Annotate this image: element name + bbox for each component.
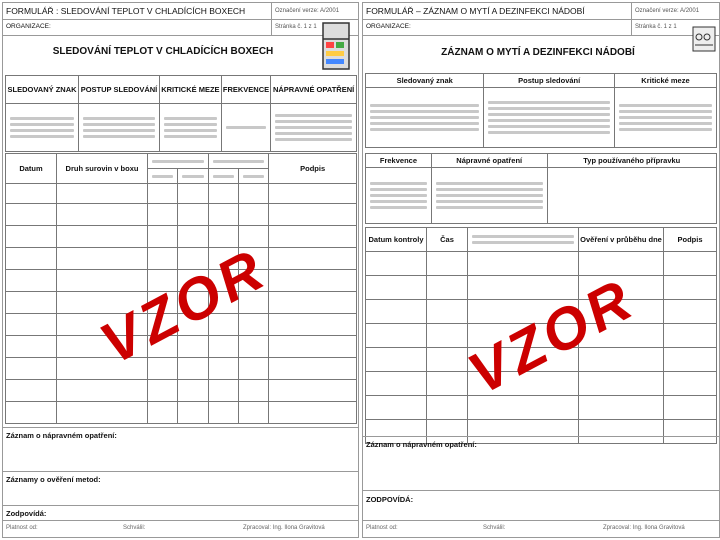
header-product-type: Typ používaného přípravku (547, 154, 716, 168)
log-cell[interactable] (269, 226, 357, 248)
log-cell[interactable] (148, 402, 178, 424)
log-cell[interactable] (269, 292, 357, 314)
blurred-subheader (148, 169, 178, 184)
log-cell[interactable] (269, 270, 357, 292)
log-cell[interactable] (664, 300, 717, 324)
log-cell[interactable] (178, 204, 208, 226)
log-cell[interactable] (427, 324, 468, 348)
log-cell[interactable] (178, 184, 208, 204)
log-cell[interactable] (579, 252, 664, 276)
organization-label: ORGANIZACE: (6, 23, 51, 30)
log-cell[interactable] (208, 184, 238, 204)
log-cell[interactable] (366, 324, 427, 348)
valid-from: Platnost od: (366, 525, 398, 531)
temperature-monitoring-form (2, 2, 359, 538)
divider (3, 427, 358, 428)
log-cell[interactable] (6, 292, 57, 314)
log-cell[interactable] (664, 252, 717, 276)
header-critical-limits: Kritické meze (614, 74, 716, 88)
log-cell[interactable] (148, 184, 178, 204)
log-cell[interactable] (427, 300, 468, 324)
log-cell[interactable] (269, 358, 357, 380)
fridge-icon (321, 21, 351, 71)
blurred-cell (271, 104, 357, 152)
log-cell[interactable] (664, 324, 717, 348)
prepared-by: Zpracoval: Ing. Ilona Gravitová (603, 525, 685, 531)
header-procedure: Postup sledování (484, 74, 614, 88)
header-critical-limits: KRITICKÉ MEZE (159, 76, 221, 104)
log-cell[interactable] (208, 358, 238, 380)
log-cell[interactable] (208, 204, 238, 226)
blurred-cell (159, 104, 221, 152)
log-cell[interactable] (366, 372, 427, 396)
log-cell[interactable] (148, 248, 178, 270)
log-cell[interactable] (208, 380, 238, 402)
spec-table-top (365, 73, 717, 148)
log-cell[interactable] (57, 226, 148, 248)
form-footer (3, 520, 358, 537)
log-cell[interactable] (366, 348, 427, 372)
log-cell[interactable] (238, 204, 268, 226)
log-cell[interactable] (148, 380, 178, 402)
version-label: Označení verze: A/2001 (635, 8, 700, 14)
divider (363, 490, 719, 491)
log-cell[interactable] (269, 402, 357, 424)
log-cell[interactable] (238, 336, 268, 358)
log-cell[interactable] (57, 204, 148, 226)
header-time: Čas (427, 228, 468, 252)
blurred-cell (366, 88, 484, 148)
form-title: FORMULÁŘ : SLEDOVÁNÍ TEPLOT V CHLADÍCÍCH BOXECH (6, 6, 246, 16)
log-cell[interactable] (427, 252, 468, 276)
log-cell[interactable] (579, 396, 664, 420)
blurred-cell (79, 104, 160, 152)
log-cell[interactable] (57, 380, 148, 402)
log-cell[interactable] (6, 226, 57, 248)
divider (3, 505, 358, 506)
log-cell[interactable] (6, 184, 57, 204)
log-cell[interactable] (208, 402, 238, 424)
header-date: Datum (6, 154, 57, 184)
log-cell[interactable] (6, 270, 57, 292)
log-cell[interactable] (57, 184, 148, 204)
log-cell[interactable] (366, 252, 427, 276)
log-cell[interactable] (269, 248, 357, 270)
divider (363, 436, 719, 437)
log-cell[interactable] (427, 372, 468, 396)
approved-by: Schválil: (483, 525, 506, 531)
log-cell[interactable] (664, 276, 717, 300)
log-cell[interactable] (6, 358, 57, 380)
log-cell[interactable] (579, 420, 664, 444)
header-divider (271, 3, 272, 35)
header-tracked-sign: Sledovaný znak (366, 74, 484, 88)
form-header (363, 3, 719, 20)
dish-washing-form (362, 2, 720, 538)
log-cell[interactable] (6, 402, 57, 424)
log-cell[interactable] (664, 396, 717, 420)
watermark-text: VZOR (458, 266, 646, 407)
log-cell[interactable] (238, 184, 268, 204)
org-row (3, 19, 358, 36)
log-cell[interactable] (208, 336, 238, 358)
blank-cell (547, 168, 716, 224)
log-cell[interactable] (6, 380, 57, 402)
organization-label: ORGANIZACE: (366, 23, 411, 30)
blurred-subheader (238, 169, 268, 184)
header-divider (631, 3, 632, 35)
log-cell[interactable] (269, 380, 357, 402)
log-cell[interactable] (366, 396, 427, 420)
corrective-action-label: Záznam o nápravném opatření: (366, 440, 477, 449)
log-cell[interactable] (178, 358, 208, 380)
log-cell[interactable] (178, 402, 208, 424)
log-cell[interactable] (6, 336, 57, 358)
log-cell[interactable] (148, 226, 178, 248)
divider (3, 471, 358, 472)
header-corrective-action: Nápravné opatření (431, 154, 547, 168)
log-cell[interactable] (238, 314, 268, 336)
header-raw-material: Druh surovin v boxu (57, 154, 148, 184)
header-signature: Podpis (664, 228, 717, 252)
log-cell[interactable] (269, 336, 357, 358)
log-cell[interactable] (57, 402, 148, 424)
blurred-subheader (208, 169, 238, 184)
header-tracked-sign: SLEDOVANÝ ZNAK (6, 76, 79, 104)
form-footer (363, 520, 719, 537)
log-cell[interactable] (238, 402, 268, 424)
page-label: Stránka č. 1 z 1 (275, 24, 317, 30)
log-cell[interactable] (468, 420, 579, 444)
header-procedure: POSTUP SLEDOVÁNÍ (79, 76, 160, 104)
blurred-cell (366, 168, 432, 224)
log-cell[interactable] (6, 204, 57, 226)
blurred-subheader (208, 154, 269, 169)
blurred-subheader (148, 154, 209, 169)
responsible-label: ZODPOVÍDÁ: (366, 495, 414, 504)
org-row (363, 19, 719, 36)
form-header (3, 3, 358, 20)
blurred-subheader (178, 169, 208, 184)
valid-from: Platnost od: (6, 525, 38, 531)
blurred-subheader (468, 228, 579, 252)
header-frequency: Frekvence (366, 154, 432, 168)
blurred-cell (614, 88, 716, 148)
responsible-label: Zodpovídá: (6, 509, 47, 518)
log-cell[interactable] (579, 372, 664, 396)
log-cell[interactable] (664, 372, 717, 396)
log-cell[interactable] (366, 300, 427, 324)
log-cell[interactable] (468, 252, 579, 276)
blurred-cell (484, 88, 614, 148)
log-cell[interactable] (427, 396, 468, 420)
log-cell[interactable] (366, 276, 427, 300)
log-cell[interactable] (664, 420, 717, 444)
log-cell[interactable] (178, 380, 208, 402)
form-title: FORMULÁŘ – ZÁZNAM O MYTÍ A DEZINFEKCI NÁDOBÍ (366, 6, 585, 16)
log-cell[interactable] (57, 248, 148, 270)
verification-label: Záznamy o ověření metod: (6, 475, 101, 484)
header-frequency: FREKVENCE (221, 76, 270, 104)
header-inspection-date: Datum kontroly (366, 228, 427, 252)
blurred-cell (6, 104, 79, 152)
watermark-text: VZOR (90, 236, 278, 377)
blurred-cell (431, 168, 547, 224)
log-cell[interactable] (6, 248, 57, 270)
log-cell[interactable] (57, 270, 148, 292)
header-daily-verification: Ověření v průběhu dne (579, 228, 664, 252)
log-cell[interactable] (148, 204, 178, 226)
corrective-action-label: Záznam o nápravném opatření: (6, 431, 117, 440)
log-cell[interactable] (427, 276, 468, 300)
log-cell[interactable] (269, 314, 357, 336)
log-cell[interactable] (178, 226, 208, 248)
document-title: ZÁZNAM O MYTÍ A DEZINFEKCI NÁDOBÍ (441, 47, 635, 58)
log-cell[interactable] (664, 348, 717, 372)
header-signature: Podpis (269, 154, 357, 184)
log-cell[interactable] (269, 184, 357, 204)
approved-by: Schválil: (123, 525, 146, 531)
document-title: SLEDOVÁNÍ TEPLOT V CHLADÍCÍCH BOXECH (52, 46, 274, 57)
log-cell[interactable] (238, 380, 268, 402)
monitoring-spec-table (5, 75, 357, 152)
spec-table-bottom (365, 153, 717, 224)
log-cell[interactable] (269, 204, 357, 226)
version-label: Označení verze: A/2001 (275, 8, 340, 14)
blurred-cell (221, 104, 270, 152)
log-cell[interactable] (6, 314, 57, 336)
header-corrective-action: NÁPRAVNÉ OPATŘENÍ (271, 76, 357, 104)
prepared-by: Zpracoval: Ing. Ilona Gravitová (243, 525, 325, 531)
log-cell[interactable] (238, 358, 268, 380)
page-label: Stránka č. 1 z 1 (635, 24, 677, 30)
